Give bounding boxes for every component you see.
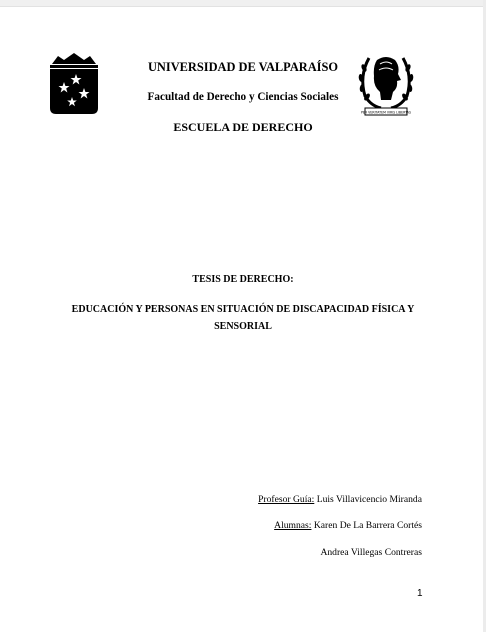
university-name: UNIVERSIDAD DE VALPARAÍSO [147, 60, 339, 74]
professor-name: Luis Villavicencio Miranda [316, 494, 422, 505]
university-crest-icon [46, 50, 102, 116]
professor-line [258, 494, 422, 505]
student-name-2: Andrea Villegas Contreras [320, 547, 422, 558]
thesis-title: EDUCACIÓN Y PERSONAS EN SITUACIÓN DE DISCAPACIDAD FÍSICA Y SENSORIAL [71, 304, 415, 332]
page-number: 1 [417, 588, 423, 599]
faculty-seal-icon [355, 50, 417, 118]
school-name: ESCUELA DE DERECHO [173, 120, 313, 134]
page-top-edge [0, 0, 486, 7]
seal-motto: PER VERITATEM VIRIS LIBERTAS [361, 110, 411, 115]
professor-label: Profesor Guía: [258, 494, 315, 505]
student-name-1: Karen De La Barrera Cortés [313, 520, 422, 531]
thesis-label: TESIS DE DERECHO: [192, 274, 294, 285]
faculty-name: Facultad de Derecho y Ciencias Sociales [147, 91, 339, 103]
students-line [274, 520, 422, 531]
students-label: Alumnas: [274, 520, 312, 531]
